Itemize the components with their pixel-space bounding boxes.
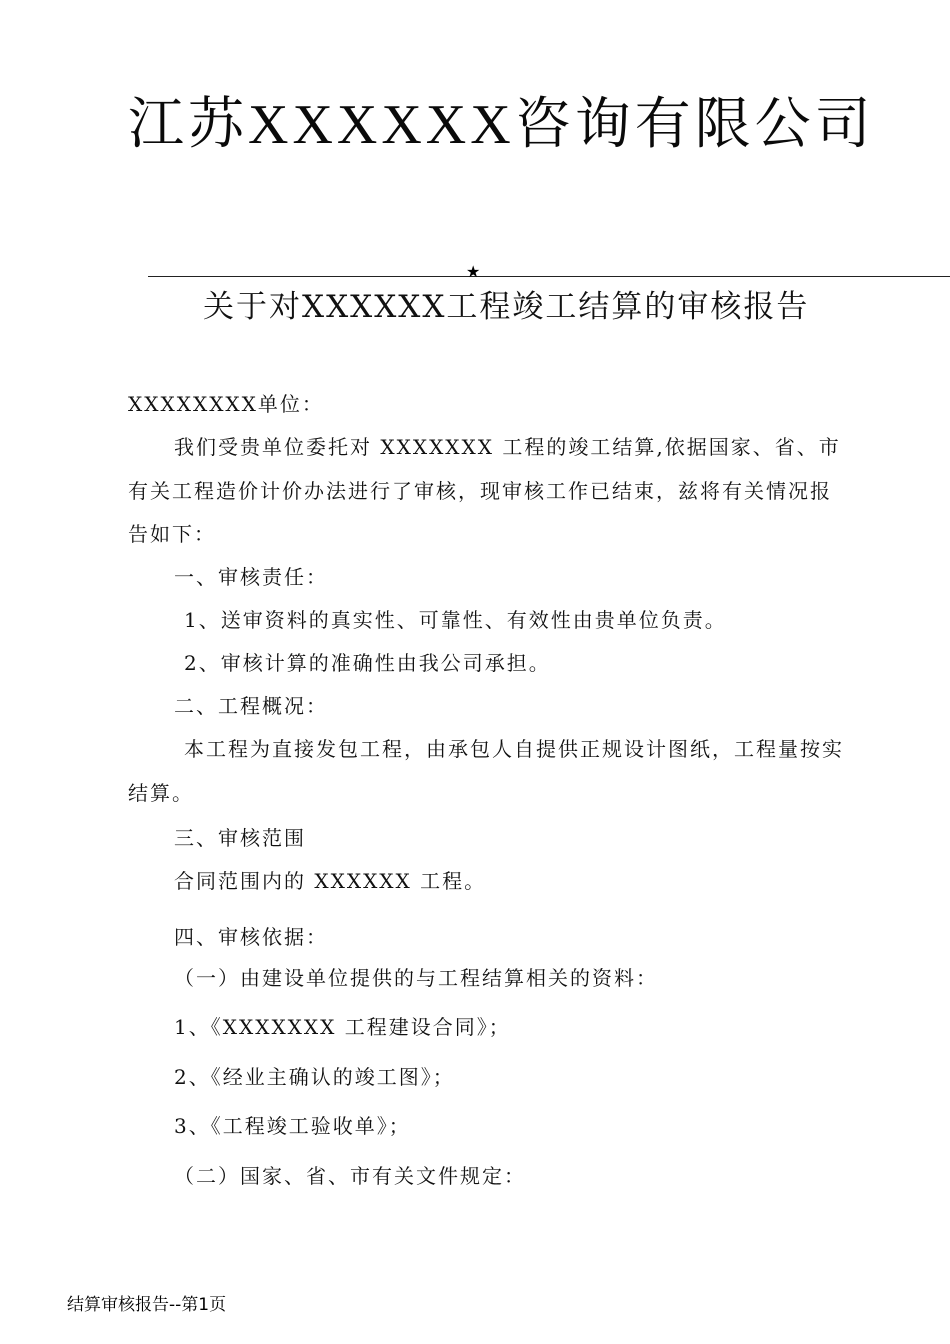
intro-paragraph-line: 我们受贵单位委托对 XXXXXXX 工程的竣工结算,依据国家、省、市 [174,435,841,459]
list-item: 1、《XXXXXXX 工程建设合同》； [174,1015,511,1039]
paragraph-line: 结算。 [128,781,194,805]
paragraph-line: 本工程为直接发包工程，由承包人自提供正规设计图纸，工程量按实 [184,737,844,761]
section-heading: 三、审核范围 [174,826,306,850]
subsection-heading: （二）国家、省、市有关文件规定： [174,1164,526,1188]
title-divider [148,276,950,277]
subsection-heading: （一）由建设单位提供的与工程结算相关的资料： [174,966,658,990]
section-heading: 二、工程概况： [174,694,328,718]
addressee: XXXXXXXX单位： [128,392,324,416]
paragraph-line: 合同范围内的 XXXXXX 工程。 [174,869,487,893]
intro-paragraph-line: 有关工程造价计价办法进行了审核，现审核工作已结束，兹将有关情况报 [128,479,832,503]
company-name: 江苏XXXXXX咨询有限公司 [128,94,875,156]
list-item: 3、《工程竣工验收单》； [174,1114,411,1138]
star-icon: ★ [466,262,481,281]
report-title: 关于对XXXXXX工程竣工结算的审核报告 [203,289,810,325]
page-footer: 结算审核报告--第1页 [67,1295,227,1315]
list-item: 1、送审资料的真实性、可靠性、有效性由贵单位负责。 [184,608,727,632]
section-heading: 一、审核责任： [174,565,328,589]
list-item: 2、审核计算的准确性由我公司承担。 [184,651,551,675]
section-heading: 四、审核依据： [174,925,328,949]
intro-paragraph-line: 告如下： [128,522,216,546]
list-item: 2、《经业主确认的竣工图》； [174,1065,455,1089]
